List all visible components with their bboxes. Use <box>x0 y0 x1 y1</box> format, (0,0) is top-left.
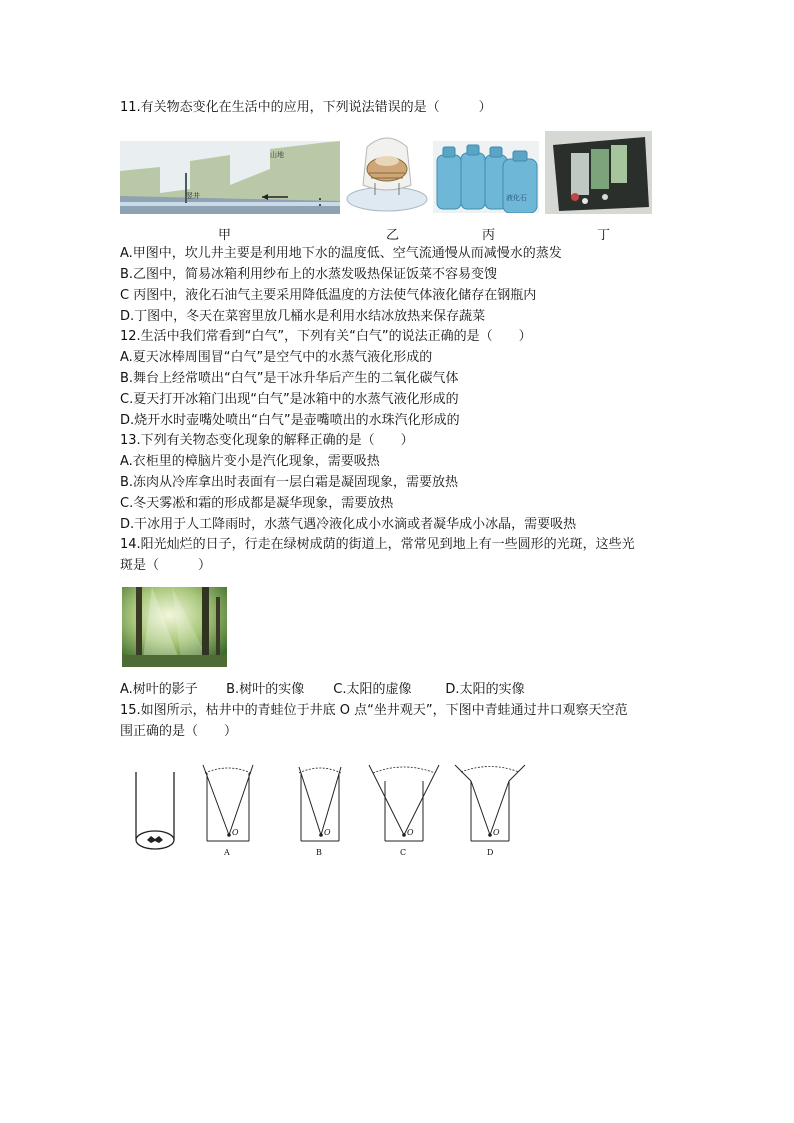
caption-bing: 丙 <box>482 228 496 243</box>
diagram-b-point: O <box>324 828 331 837</box>
figure-jia-kanerjing <box>120 141 340 214</box>
q15-stem-line2: 围正确的是（ ） <box>120 724 238 739</box>
q14-stem-line2: 斑是（ ） <box>120 558 212 573</box>
mountain-label: 山地 <box>270 151 284 159</box>
q13-option-c: C.冬天雾凇和霜的形成都是凝华现象，需要放热 <box>120 496 394 511</box>
q12-option-a: A.夏天冰棒周围冒“白气”是空气中的水蒸气液化形成的 <box>120 350 433 365</box>
q14-stem-line1: 14.阳光灿烂的日子，行走在绿树成荫的街道上，常常见到地上有一些圆形的光斑，这些光 <box>120 537 635 552</box>
q12-option-d: D.烧开水时壶嘴处喷出“白气”是壶嘴喷出的水珠汽化形成的 <box>120 413 460 428</box>
diagram-c-label: C <box>400 848 407 857</box>
q11-option-c: C 丙图中，液化石油气主要采用降低温度的方法使气体液化储存在钢瓶内 <box>120 288 537 303</box>
q13-option-a: A.衣柜里的樟脑片变小是汽化现象，需要吸热 <box>120 454 380 469</box>
q11-option-b: B.乙图中，简易冰箱利用纱布上的水蒸发吸热保证饭菜不容易变馊 <box>120 267 498 282</box>
caption-ding: 丁 <box>597 228 611 243</box>
q12-option-c: C.夏天打开冰箱门出现“白气”是冰箱中的水蒸气液化形成的 <box>120 392 459 407</box>
figure-bing-gas-cylinders <box>433 141 539 213</box>
caption-jia: 甲 <box>218 228 232 243</box>
diagram-a-label: A <box>224 848 230 857</box>
q13-option-d: D.干冰用于人工降雨时，水蒸气遇冷液化成小水滴或者凝华成小冰晶，需要吸热 <box>120 517 577 532</box>
diagram-d-point: O <box>493 828 500 837</box>
diagram-b <box>293 763 347 858</box>
diagram-a-point: O <box>232 828 239 837</box>
q13-stem: 13.下列有关物态变化现象的解释正确的是（ ） <box>120 433 414 448</box>
q14-option-b: B.树叶的实像 <box>226 682 305 697</box>
diagram-a <box>201 763 255 858</box>
q14-option-c: C.太阳的虚像 <box>333 682 412 697</box>
q11-option-a: A.甲图中，坎儿井主要是利用地下水的温度低、空气流通慢从而减慢水的蒸发 <box>120 246 562 261</box>
diagram-c <box>367 763 441 858</box>
well-label: 竖井 <box>186 192 200 200</box>
q14-option-a: A.树叶的影子 <box>120 682 198 697</box>
diagram-c-point: O <box>407 828 414 837</box>
q15-stem-line1: 15.如图所示，枯井中的青蛙位于井底 O 点“坐井观天”，下图中青蛙通过井口观察天空范 <box>120 703 628 718</box>
q11-stem: 11.有关物态变化在生活中的应用，下列说法错误的是（ ） <box>120 100 492 115</box>
q12-stem: 12.生活中我们常看到“白气”，下列有关“白气”的说法正确的是（ ） <box>120 329 532 344</box>
caption-yi: 乙 <box>386 228 400 243</box>
figure-forest-sunlight <box>122 587 227 667</box>
figure-yi-simple-fridge <box>345 133 430 213</box>
diagram-d <box>453 763 527 858</box>
q14-option-d: D.太阳的实像 <box>445 682 525 697</box>
figure-ding-cellar <box>545 131 652 214</box>
q13-option-b: B.冻肉从冷库拿出时表面有一层白霜是凝固现象，需要放热 <box>120 475 459 490</box>
diagram-d-label: D <box>487 848 494 857</box>
q14-options-row <box>120 681 525 699</box>
diagram-b-label: B <box>316 848 322 857</box>
q12-option-b: B.舞台上经常喷出“白气”是干冰升华后产生的二氧化碳气体 <box>120 371 459 386</box>
gas-can-text: 液化石 <box>506 194 527 202</box>
figure-well-frog <box>130 770 180 852</box>
q11-option-d: D.丁图中，冬天在菜窖里放几桶水是利用水结冰放热来保存蔬菜 <box>120 309 486 324</box>
